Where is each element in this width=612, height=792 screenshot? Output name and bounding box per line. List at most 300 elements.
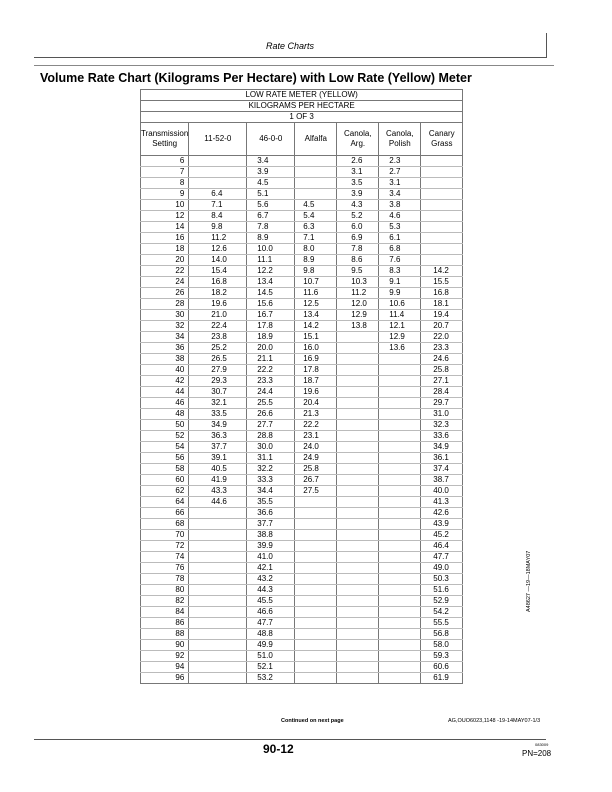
column-header — [421, 123, 463, 156]
table-row — [141, 519, 463, 530]
running-header — [34, 33, 547, 58]
table-row — [141, 387, 463, 398]
table-cell — [189, 563, 247, 574]
table-cell: 41.0 — [247, 552, 295, 563]
table-row — [141, 178, 463, 189]
table-cell: 13.4 — [247, 277, 295, 288]
table-cell: 44.6 — [189, 497, 247, 508]
table-cell: 34.4 — [247, 486, 295, 497]
table-cell — [379, 618, 421, 629]
table-cell — [295, 178, 337, 189]
table-cell: 20.4 — [295, 398, 337, 409]
table-cell: 32.2 — [247, 464, 295, 475]
table-cell — [379, 585, 421, 596]
table-cell: 22.2 — [295, 420, 337, 431]
table-cell: 3.8 — [379, 200, 421, 211]
table-cell: 52.9 — [421, 596, 463, 607]
table-row — [141, 420, 463, 431]
table-cell: 7.1 — [189, 200, 247, 211]
column-header-line2: Polish — [388, 139, 411, 148]
table-row — [141, 530, 463, 541]
table-cell: 46.6 — [247, 607, 295, 618]
table-cell — [421, 211, 463, 222]
table-cell: 12 — [141, 211, 189, 222]
table-cell — [337, 332, 379, 343]
table-cell — [379, 629, 421, 640]
table-cell — [295, 596, 337, 607]
table-cell: 88 — [141, 629, 189, 640]
table-row — [141, 442, 463, 453]
table-row — [141, 365, 463, 376]
table-cell: 48.8 — [247, 629, 295, 640]
table-cell: 35.5 — [247, 497, 295, 508]
table-cell: 49.9 — [247, 640, 295, 651]
table-cell: 32 — [141, 321, 189, 332]
table-cell: 25.8 — [421, 365, 463, 376]
table-cell: 30.0 — [247, 442, 295, 453]
table-row — [141, 508, 463, 519]
table-cell — [337, 552, 379, 563]
table-cell — [295, 585, 337, 596]
table-cell: 51.0 — [247, 651, 295, 662]
table-row — [141, 398, 463, 409]
table-heading-page: 1 OF 3 — [141, 112, 463, 123]
table-cell: 37.7 — [247, 519, 295, 530]
column-header — [295, 123, 337, 156]
table-cell — [337, 486, 379, 497]
table-cell — [379, 420, 421, 431]
table-cell: 43.2 — [247, 574, 295, 585]
footer-code: 083009 — [535, 742, 549, 747]
table-cell — [337, 475, 379, 486]
table-cell: 9.5 — [337, 266, 379, 277]
table-cell: 16.9 — [295, 354, 337, 365]
table-row — [141, 431, 463, 442]
table-heading-meter: LOW RATE METER (YELLOW) — [141, 90, 463, 101]
table-cell — [337, 464, 379, 475]
table-cell: 20.0 — [247, 343, 295, 354]
table-cell: 40.0 — [421, 486, 463, 497]
table-cell: 13.8 — [337, 321, 379, 332]
table-cell — [379, 475, 421, 486]
table-cell: 9.8 — [189, 222, 247, 233]
table-cell — [337, 673, 379, 684]
table-cell — [379, 354, 421, 365]
table-cell: 4.6 — [379, 211, 421, 222]
table-cell: 23.3 — [421, 343, 463, 354]
table-cell: 47.7 — [247, 618, 295, 629]
table-cell: 22.2 — [247, 365, 295, 376]
table-cell: 12.5 — [295, 299, 337, 310]
table-cell — [379, 387, 421, 398]
table-cell: 56.8 — [421, 629, 463, 640]
table-cell: 3.1 — [337, 167, 379, 178]
table-cell: 24.0 — [295, 442, 337, 453]
table-cell — [337, 530, 379, 541]
table-cell: 7.1 — [295, 233, 337, 244]
table-cell: 32.1 — [189, 398, 247, 409]
table-row — [141, 673, 463, 684]
table-cell: 37.4 — [421, 464, 463, 475]
table-row — [141, 475, 463, 486]
table-cell — [337, 585, 379, 596]
table-cell: 10.3 — [337, 277, 379, 288]
table-cell — [337, 607, 379, 618]
table-cell: 7.8 — [247, 222, 295, 233]
table-cell: 19.6 — [189, 299, 247, 310]
table-cell — [337, 343, 379, 354]
table-cell — [189, 156, 247, 167]
table-cell: 8.9 — [295, 255, 337, 266]
table-row — [141, 574, 463, 585]
table-cell: 29.7 — [421, 398, 463, 409]
table-cell — [379, 365, 421, 376]
table-row — [141, 486, 463, 497]
table-cell: 7.6 — [379, 255, 421, 266]
table-cell: 12.6 — [189, 244, 247, 255]
table-row — [141, 277, 463, 288]
table-cell: 19.4 — [421, 310, 463, 321]
table-cell: 33.6 — [421, 431, 463, 442]
table-row — [141, 167, 463, 178]
table-row — [141, 332, 463, 343]
table-row — [141, 662, 463, 673]
table-cell: 10.6 — [379, 299, 421, 310]
column-header-line1: Transmission — [141, 129, 189, 138]
table-cell: 32.3 — [421, 420, 463, 431]
table-cell — [295, 189, 337, 200]
table-cell: 3.4 — [379, 189, 421, 200]
table-cell: 39.1 — [189, 453, 247, 464]
table-cell: 3.1 — [379, 178, 421, 189]
column-header-line2: Grass — [431, 139, 453, 148]
table-cell: 17.8 — [247, 321, 295, 332]
table-row — [141, 651, 463, 662]
table-cell — [421, 255, 463, 266]
table-cell: 51.6 — [421, 585, 463, 596]
table-cell: 8.6 — [337, 255, 379, 266]
table-cell: 36.3 — [189, 431, 247, 442]
table-cell: 74 — [141, 552, 189, 563]
table-cell: 60.6 — [421, 662, 463, 673]
table-row — [141, 156, 463, 167]
column-header — [247, 123, 295, 156]
table-cell — [189, 673, 247, 684]
table-cell: 33.3 — [247, 475, 295, 486]
table-cell — [379, 398, 421, 409]
table-cell: 42 — [141, 376, 189, 387]
table-row — [141, 563, 463, 574]
table-cell: 48 — [141, 409, 189, 420]
table-cell — [337, 409, 379, 420]
table-cell — [337, 387, 379, 398]
table-cell: 80 — [141, 585, 189, 596]
table-cell: 2.6 — [337, 156, 379, 167]
table-cell — [379, 662, 421, 673]
table-cell: 17.8 — [295, 365, 337, 376]
table-cell: 7 — [141, 167, 189, 178]
table-cell: 58 — [141, 464, 189, 475]
table-cell: 84 — [141, 607, 189, 618]
table-cell: 29.3 — [189, 376, 247, 387]
rate-table — [140, 89, 463, 684]
table-cell — [379, 607, 421, 618]
table-cell: 15.1 — [295, 332, 337, 343]
table-cell: 11.6 — [295, 288, 337, 299]
table-cell: 23.8 — [189, 332, 247, 343]
table-cell: 21.1 — [247, 354, 295, 365]
table-cell: 5.3 — [379, 222, 421, 233]
table-cell: 26 — [141, 288, 189, 299]
table-cell: 68 — [141, 519, 189, 530]
table-row — [141, 233, 463, 244]
table-cell — [337, 420, 379, 431]
table-cell — [295, 156, 337, 167]
table-cell: 26.7 — [295, 475, 337, 486]
table-cell: 38 — [141, 354, 189, 365]
table-cell — [189, 574, 247, 585]
table-cell: 19.6 — [295, 387, 337, 398]
table-cell: 3.4 — [247, 156, 295, 167]
table-cell: 66 — [141, 508, 189, 519]
table-cell — [379, 552, 421, 563]
table-cell — [189, 640, 247, 651]
table-cell — [295, 673, 337, 684]
table-row — [141, 200, 463, 211]
table-cell — [421, 178, 463, 189]
table-cell — [379, 508, 421, 519]
table-cell — [189, 585, 247, 596]
table-cell: 5.1 — [247, 189, 295, 200]
table-cell — [337, 497, 379, 508]
table-cell: 22.4 — [189, 321, 247, 332]
table-cell: 8.9 — [247, 233, 295, 244]
column-header — [189, 123, 247, 156]
table-cell: 43.3 — [189, 486, 247, 497]
table-cell: 45.5 — [247, 596, 295, 607]
table-cell: 4.5 — [295, 200, 337, 211]
table-cell: 10.0 — [247, 244, 295, 255]
table-cell: 58.0 — [421, 640, 463, 651]
table-cell: 23.1 — [295, 431, 337, 442]
table-cell: 76 — [141, 563, 189, 574]
table-cell — [379, 453, 421, 464]
table-cell — [337, 640, 379, 651]
table-cell — [337, 563, 379, 574]
table-cell: 5.6 — [247, 200, 295, 211]
table-cell: 14.2 — [421, 266, 463, 277]
table-cell: 90 — [141, 640, 189, 651]
table-cell: 59.3 — [421, 651, 463, 662]
table-cell: 4.5 — [247, 178, 295, 189]
table-row — [141, 552, 463, 563]
table-cell: 3.5 — [337, 178, 379, 189]
table-cell: 9.8 — [295, 266, 337, 277]
table-cell: 2.7 — [379, 167, 421, 178]
table-cell — [295, 574, 337, 585]
document-reference: AG,OUO6023,1148 -19-14MAY07-1/3 — [448, 718, 541, 724]
table-cell: 6.8 — [379, 244, 421, 255]
table-cell — [379, 409, 421, 420]
table-cell — [189, 596, 247, 607]
table-cell: 47.7 — [421, 552, 463, 563]
table-cell: 18.7 — [295, 376, 337, 387]
table-cell: 16.0 — [295, 343, 337, 354]
table-row — [141, 629, 463, 640]
table-cell: 34 — [141, 332, 189, 343]
table-row — [141, 211, 463, 222]
table-cell: 26.6 — [247, 409, 295, 420]
table-cell: 12.9 — [379, 332, 421, 343]
table-row — [141, 343, 463, 354]
table-cell — [295, 651, 337, 662]
table-cell — [337, 541, 379, 552]
table-row — [141, 585, 463, 596]
table-cell — [189, 508, 247, 519]
table-cell: 38.7 — [421, 475, 463, 486]
table-cell: 52.1 — [247, 662, 295, 673]
table-cell — [295, 662, 337, 673]
table-cell: 24 — [141, 277, 189, 288]
table-cell — [295, 167, 337, 178]
table-cell: 30.7 — [189, 387, 247, 398]
table-cell: 40 — [141, 365, 189, 376]
table-cell: 92 — [141, 651, 189, 662]
table-cell: 13.6 — [379, 343, 421, 354]
table-cell: 6.4 — [189, 189, 247, 200]
table-cell: 9.9 — [379, 288, 421, 299]
table-cell: 53.2 — [247, 673, 295, 684]
table-cell — [379, 442, 421, 453]
column-header — [141, 123, 189, 156]
table-cell — [421, 200, 463, 211]
continued-note: Continued on next page — [281, 718, 344, 724]
table-row — [141, 299, 463, 310]
table-cell: 18.9 — [247, 332, 295, 343]
table-cell: 28 — [141, 299, 189, 310]
table-row — [141, 640, 463, 651]
table-cell: 50.3 — [421, 574, 463, 585]
table-cell: 7.8 — [337, 244, 379, 255]
table-cell: 24.6 — [421, 354, 463, 365]
table-cell: 12.2 — [247, 266, 295, 277]
table-cell — [379, 431, 421, 442]
table-cell: 26.5 — [189, 354, 247, 365]
table-cell: 21.3 — [295, 409, 337, 420]
table-cell: 86 — [141, 618, 189, 629]
table-cell: 62 — [141, 486, 189, 497]
table-cell: 22.0 — [421, 332, 463, 343]
table-row — [141, 255, 463, 266]
column-header-line2: Alfalfa — [304, 134, 327, 143]
table-cell: 27.9 — [189, 365, 247, 376]
table-cell — [189, 541, 247, 552]
table-cell: 42.6 — [421, 508, 463, 519]
table-cell — [379, 376, 421, 387]
table-cell: 27.7 — [247, 420, 295, 431]
table-cell — [379, 596, 421, 607]
table-row — [141, 354, 463, 365]
table-cell — [189, 530, 247, 541]
table-cell — [295, 497, 337, 508]
column-header — [379, 123, 421, 156]
table-cell — [295, 541, 337, 552]
page-title: Volume Rate Chart (Kilograms Per Hectare) with Low Rate (Yellow) Meter — [40, 71, 472, 85]
table-cell: 6.9 — [337, 233, 379, 244]
column-header-line1: Canary — [428, 129, 455, 138]
table-cell — [189, 651, 247, 662]
table-cell: 39.9 — [247, 541, 295, 552]
table-row — [141, 596, 463, 607]
table-row — [141, 409, 463, 420]
table-cell: 54.2 — [421, 607, 463, 618]
table-cell: 3.9 — [337, 189, 379, 200]
table-heading-units: KILOGRAMS PER HECTARE — [141, 101, 463, 112]
table-cell: 11.2 — [337, 288, 379, 299]
table-cell — [295, 629, 337, 640]
table-cell — [379, 486, 421, 497]
table-cell — [421, 156, 463, 167]
table-cell: 46.4 — [421, 541, 463, 552]
table-cell — [189, 607, 247, 618]
column-header-line2: 11-52-0 — [204, 134, 232, 143]
table-cell: 10.7 — [295, 277, 337, 288]
table-cell: 12.9 — [337, 310, 379, 321]
table-cell — [337, 431, 379, 442]
table-cell — [379, 651, 421, 662]
table-cell: 14 — [141, 222, 189, 233]
table-cell: 94 — [141, 662, 189, 673]
table-cell — [295, 640, 337, 651]
table-cell: 8 — [141, 178, 189, 189]
table-cell: 27.5 — [295, 486, 337, 497]
table-cell: 28.8 — [247, 431, 295, 442]
footer-rule — [34, 739, 546, 740]
table-row — [141, 310, 463, 321]
column-header-line2: Setting — [152, 139, 178, 148]
table-cell: 5.2 — [337, 211, 379, 222]
table-cell: 34.9 — [189, 420, 247, 431]
table-cell: 6 — [141, 156, 189, 167]
table-cell: 37.7 — [189, 442, 247, 453]
table-cell — [421, 222, 463, 233]
table-cell: 43.9 — [421, 519, 463, 530]
table-cell — [295, 563, 337, 574]
table-cell: 11.2 — [189, 233, 247, 244]
table-cell — [189, 618, 247, 629]
table-cell: 4.3 — [337, 200, 379, 211]
table-cell: 28.4 — [421, 387, 463, 398]
table-cell: 12.0 — [337, 299, 379, 310]
table-cell: 44.3 — [247, 585, 295, 596]
table-cell — [337, 519, 379, 530]
table-cell — [337, 618, 379, 629]
table-cell — [379, 574, 421, 585]
table-cell — [379, 541, 421, 552]
table-row — [141, 288, 463, 299]
section-title: Rate Charts — [265, 41, 315, 51]
table-cell: 78 — [141, 574, 189, 585]
table-cell: 44 — [141, 387, 189, 398]
table-row — [141, 618, 463, 629]
table-cell — [295, 618, 337, 629]
table-cell: 14.2 — [295, 321, 337, 332]
table-cell — [337, 629, 379, 640]
table-cell: 24.9 — [295, 453, 337, 464]
column-header-line2: Arg. — [350, 139, 366, 148]
table-row — [141, 607, 463, 618]
table-row — [141, 189, 463, 200]
